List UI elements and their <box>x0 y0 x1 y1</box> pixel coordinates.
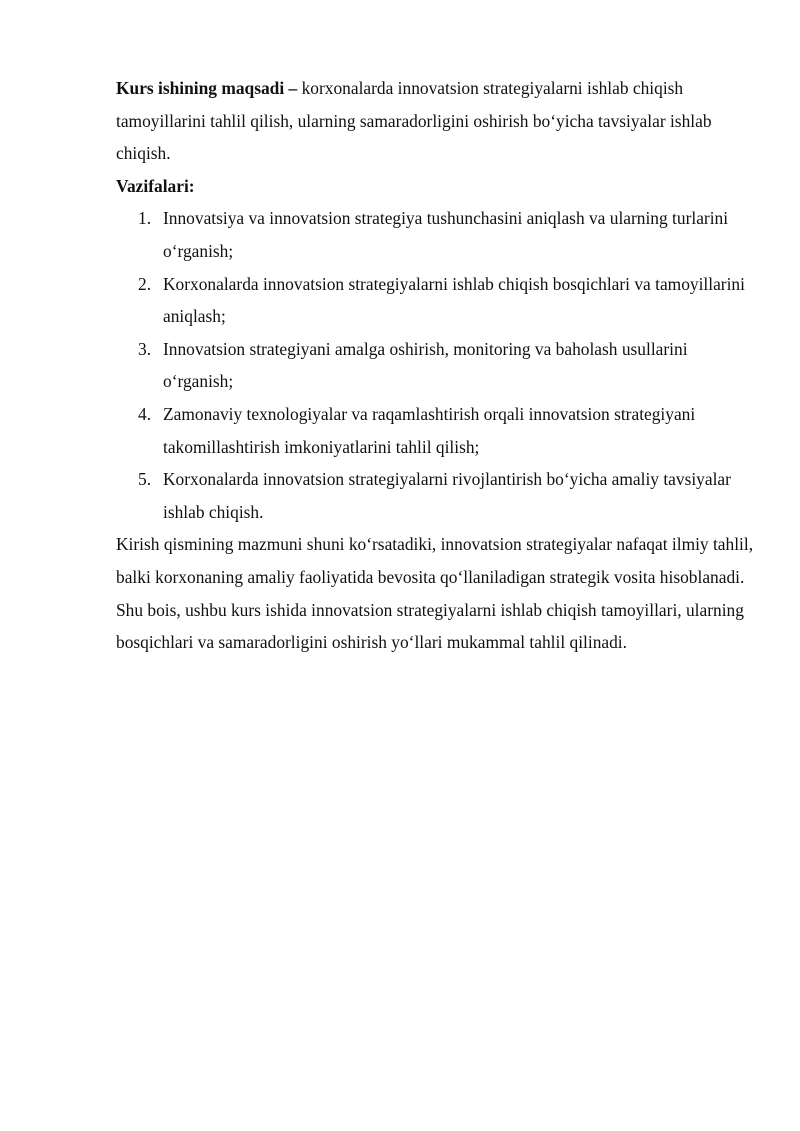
tasks-list <box>116 202 756 528</box>
list-item <box>116 202 756 267</box>
conclusion-paragraph: Kirish qismining mazmuni shuni ko‘rsatadiki, innovatsion strategiyalar nafaqat ilmiy tahlil, balki korxonaning amaliy faoliyatida bevosita qo‘llaniladigan strategik vosita hisoblanadi. Shu bois, ushbu kurs ishida innovatsion strategiyalarni ishlab chiqish tamoyillari, ularning bosqichlari va samaradorligini oshirish yo‘llari mukammal tahlil qilinadi. <box>116 534 754 653</box>
document-body <box>116 72 756 659</box>
list-item-number: 2. <box>138 273 152 294</box>
tasks-heading: Vazifalari: <box>116 175 195 196</box>
purpose-paragraph <box>116 72 756 170</box>
list-item-text: Innovatsion strategiyani amalga oshirish, monitoring va baholash usullarini o‘rganish; <box>163 338 688 392</box>
list-item-text: Zamonaviy texnologiyalar va raqamlashtirish orqali innovatsion strategiyani takomillashtirish imkoniyatlarini tahlil qilish; <box>163 403 696 457</box>
list-item <box>116 463 756 528</box>
list-item-number: 3. <box>138 338 152 359</box>
list-item-text: Innovatsiya va innovatsion strategiya tushunchasini aniqlash va ularning turlarini o‘rganish; <box>163 208 729 261</box>
list-item-number: 4. <box>138 403 152 424</box>
list-item-text: Korxonalarda innovatsion strategiyalarni ishlab chiqish bosqichlari va tamoyillarini aniqlash; <box>163 273 745 327</box>
list-item <box>116 398 756 463</box>
purpose-text: korxonalarda innovatsion strategiyalarni ishlab chiqish tamoyillarini tahlil qilish, ularning samaradorligini oshirish bo‘yicha tavsiyalar ishlab chiqish. <box>116 78 712 164</box>
list-item-number: 5. <box>138 469 152 490</box>
list-item <box>116 268 756 333</box>
purpose-label: Kurs ishining maqsadi <box>116 78 285 98</box>
list-item-text: Korxonalarda innovatsion strategiyalarni rivojlantirish bo‘yicha amaliy tavsiyalar ishlab chiqish. <box>163 469 731 522</box>
list-item-number: 1. <box>138 208 152 229</box>
purpose-dash: – <box>284 78 302 98</box>
list-item <box>116 333 756 398</box>
